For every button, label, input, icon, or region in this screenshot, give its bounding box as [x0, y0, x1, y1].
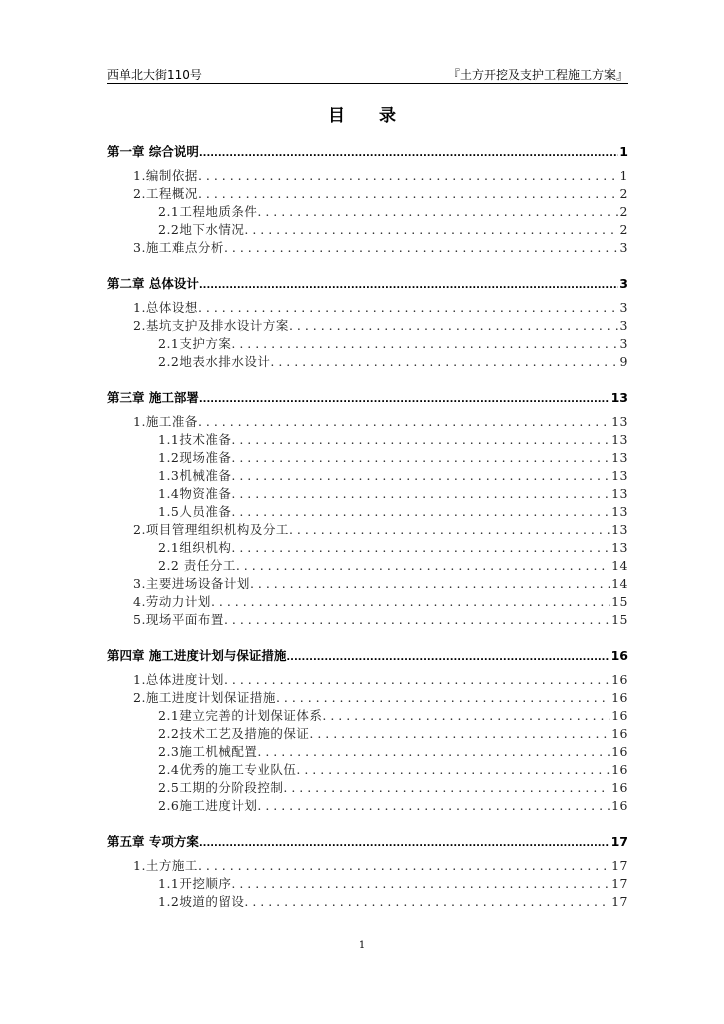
toc-entry-page: 3	[619, 318, 628, 333]
header-doc-title: 『土方开挖及支护工程施工方案』	[447, 68, 628, 82]
dot-leader	[286, 647, 609, 667]
page-header	[107, 66, 628, 84]
toc-entry[interactable]	[107, 449, 628, 467]
dot-leader	[231, 485, 610, 503]
toc-entry-page: 1	[619, 144, 628, 159]
dot-leader	[224, 239, 619, 257]
toc-entry-label: 1.土方施工	[133, 858, 198, 873]
toc-entry-label: 1.1开挖顺序	[158, 876, 232, 891]
toc-entry-page: 14	[611, 558, 628, 573]
toc-entry[interactable]	[107, 317, 628, 335]
toc-entry[interactable]	[107, 353, 628, 371]
toc-entry-page: 17	[611, 876, 628, 891]
toc-entry-label: 2.5工期的分阶段控制	[158, 780, 284, 795]
toc-entry[interactable]	[107, 761, 628, 779]
toc-entry-label: 1.总体进度计划	[133, 672, 224, 687]
dot-leader	[250, 575, 610, 593]
dot-leader	[231, 431, 610, 449]
dot-leader	[198, 413, 610, 431]
toc-chapter-entry[interactable]	[107, 143, 628, 161]
toc-entry[interactable]	[107, 593, 628, 611]
dot-leader	[244, 893, 610, 911]
toc-entry-page: 16	[611, 690, 628, 705]
toc-entry-page: 15	[611, 612, 628, 627]
toc-entry-label: 1.5人员准备	[158, 504, 232, 519]
toc-entry-page: 17	[610, 834, 628, 849]
dot-leader	[257, 743, 610, 761]
toc-entry-page: 16	[611, 708, 628, 723]
toc-entry-label: 2.2技术工艺及措施的保证	[158, 726, 310, 741]
dot-leader	[231, 875, 610, 893]
toc-entry-label: 2.2地表水排水设计	[158, 354, 271, 369]
toc-entry-page: 2	[619, 186, 628, 201]
dot-leader	[231, 539, 610, 557]
toc-entry[interactable]	[107, 413, 628, 431]
dot-leader	[257, 797, 610, 815]
toc-entry-label: 第五章 专项方案	[107, 834, 199, 849]
toc-entry-label: 1.编制依据	[133, 168, 198, 183]
toc-entry-page: 2	[619, 222, 628, 237]
toc-entry[interactable]	[107, 557, 628, 575]
toc-entry-page: 16	[611, 798, 628, 813]
dot-leader	[198, 167, 619, 185]
toc-entry-label: 1.1技术准备	[158, 432, 232, 447]
dot-leader	[198, 857, 610, 875]
toc-entry[interactable]	[107, 467, 628, 485]
toc-entry-label: 2.6施工进度计划	[158, 798, 258, 813]
toc-entry-page: 13	[611, 432, 628, 447]
toc-chapter-entry[interactable]	[107, 833, 628, 851]
dot-leader	[257, 203, 618, 221]
toc-entry[interactable]	[107, 575, 628, 593]
toc-entry-label: 第三章 施工部署	[107, 390, 199, 405]
toc-entry-page: 13	[611, 486, 628, 501]
toc-entry[interactable]	[107, 725, 628, 743]
toc-entry-page: 13	[611, 540, 628, 555]
toc-entry[interactable]	[107, 611, 628, 629]
dot-leader	[231, 503, 610, 521]
toc-entry-page: 1	[619, 168, 628, 183]
toc-entry[interactable]	[107, 485, 628, 503]
toc-entry-page: 3	[619, 300, 628, 315]
toc-entry-label: 2.工程概况	[133, 186, 198, 201]
toc-entry[interactable]	[107, 431, 628, 449]
toc-entry-label: 1.2坡道的留设	[158, 894, 245, 909]
toc-entry[interactable]	[107, 221, 628, 239]
dot-leader	[199, 275, 618, 295]
toc-entry[interactable]	[107, 671, 628, 689]
toc-entry-label: 3.主要进场设备计划	[133, 576, 250, 591]
dot-leader	[236, 557, 610, 575]
dot-leader	[244, 221, 618, 239]
toc-entry[interactable]	[107, 185, 628, 203]
dot-leader	[276, 689, 610, 707]
toc-entry-page: 13	[610, 390, 628, 405]
toc-entry-label: 1.施工准备	[133, 414, 198, 429]
dot-leader	[224, 611, 610, 629]
page-number: 1	[358, 940, 366, 951]
toc-entry-page: 13	[611, 468, 628, 483]
page-title: 目 录	[328, 106, 410, 126]
toc-entry[interactable]	[107, 689, 628, 707]
toc-entry-label: 2.4优秀的施工专业队伍	[158, 762, 297, 777]
toc-entry-label: 1.3机械准备	[158, 468, 232, 483]
dot-leader	[231, 467, 610, 485]
toc-entry[interactable]	[107, 539, 628, 557]
toc-entry[interactable]	[107, 743, 628, 761]
toc-entry[interactable]	[107, 203, 628, 221]
toc-entry-label: 2.基坑支护及排水设计方案	[133, 318, 289, 333]
toc-entry-page: 13	[611, 522, 628, 537]
toc-entry-page: 16	[611, 762, 628, 777]
toc-entry[interactable]	[107, 857, 628, 875]
dot-leader	[231, 449, 610, 467]
toc-entry-page: 16	[611, 726, 628, 741]
dot-leader	[289, 317, 619, 335]
toc-entry[interactable]	[107, 299, 628, 317]
toc-entry-page: 14	[611, 576, 628, 591]
dot-leader	[309, 725, 610, 743]
toc-entry-page: 15	[611, 594, 628, 609]
toc-entry[interactable]	[107, 875, 628, 893]
toc-entry[interactable]	[107, 167, 628, 185]
toc-entry[interactable]	[107, 707, 628, 725]
toc-entry-page: 9	[619, 354, 628, 369]
table-of-contents	[107, 143, 628, 911]
header-address: 西单北大街110号	[107, 68, 202, 82]
toc-entry-page: 2	[619, 204, 628, 219]
toc-entry[interactable]	[107, 335, 628, 353]
toc-entry-page: 16	[611, 744, 628, 759]
dot-leader	[224, 671, 610, 689]
toc-entry-page: 16	[610, 648, 628, 663]
toc-entry-page: 3	[619, 336, 628, 351]
dot-leader	[289, 521, 610, 539]
toc-entry-page: 13	[611, 504, 628, 519]
toc-entry-label: 2.施工进度计划保证措施	[133, 690, 276, 705]
dot-leader	[283, 779, 610, 797]
toc-entry-page: 13	[611, 450, 628, 465]
toc-entry[interactable]	[107, 779, 628, 797]
toc-entry-label: 2.1工程地质条件	[158, 204, 258, 219]
toc-entry-page: 13	[611, 414, 628, 429]
toc-entry-label: 3.施工难点分析	[133, 240, 224, 255]
toc-entry-label: 第二章 总体设计	[107, 276, 199, 291]
toc-entry-page: 17	[611, 858, 628, 873]
dot-leader	[270, 353, 618, 371]
toc-entry-label: 2.1建立完善的计划保证体系	[158, 708, 323, 723]
dot-leader	[198, 299, 619, 317]
dot-leader	[231, 335, 618, 353]
toc-entry-label: 2.2 责任分工	[158, 558, 236, 573]
toc-chapter-entry[interactable]	[107, 389, 628, 407]
toc-entry-label: 1.总体设想	[133, 300, 198, 315]
toc-entry-label: 2.项目管理组织机构及分工	[133, 522, 289, 537]
dot-leader	[322, 707, 610, 725]
toc-entry-label: 2.3施工机械配置	[158, 744, 258, 759]
toc-entry-label: 2.1组织机构	[158, 540, 232, 555]
toc-entry-page: 3	[619, 276, 628, 291]
toc-entry-label: 1.4物资准备	[158, 486, 232, 501]
toc-entry-page: 16	[611, 780, 628, 795]
toc-entry[interactable]	[107, 239, 628, 257]
toc-entry-label: 第一章 综合说明	[107, 144, 199, 159]
toc-entry-label: 2.1支护方案	[158, 336, 232, 351]
dot-leader	[211, 593, 610, 611]
toc-entry[interactable]	[107, 503, 628, 521]
toc-entry-label: 第四章 施工进度计划与保证措施	[107, 648, 287, 663]
toc-chapter-entry[interactable]	[107, 647, 628, 665]
dot-leader	[199, 389, 610, 409]
dot-leader	[296, 761, 610, 779]
toc-entry-label: 4.劳动力计划	[133, 594, 211, 609]
toc-entry[interactable]	[107, 797, 628, 815]
toc-entry-page: 16	[611, 672, 628, 687]
dot-leader	[199, 143, 618, 163]
toc-entry-label: 5.现场平面布置	[133, 612, 224, 627]
dot-leader	[199, 833, 610, 853]
toc-entry-label: 2.2地下水情况	[158, 222, 245, 237]
toc-chapter-entry[interactable]	[107, 275, 628, 293]
toc-entry-page: 17	[611, 894, 628, 909]
toc-entry[interactable]	[107, 521, 628, 539]
toc-entry-page: 3	[619, 240, 628, 255]
dot-leader	[198, 185, 619, 203]
toc-entry[interactable]	[107, 893, 628, 911]
toc-entry-label: 1.2现场准备	[158, 450, 232, 465]
